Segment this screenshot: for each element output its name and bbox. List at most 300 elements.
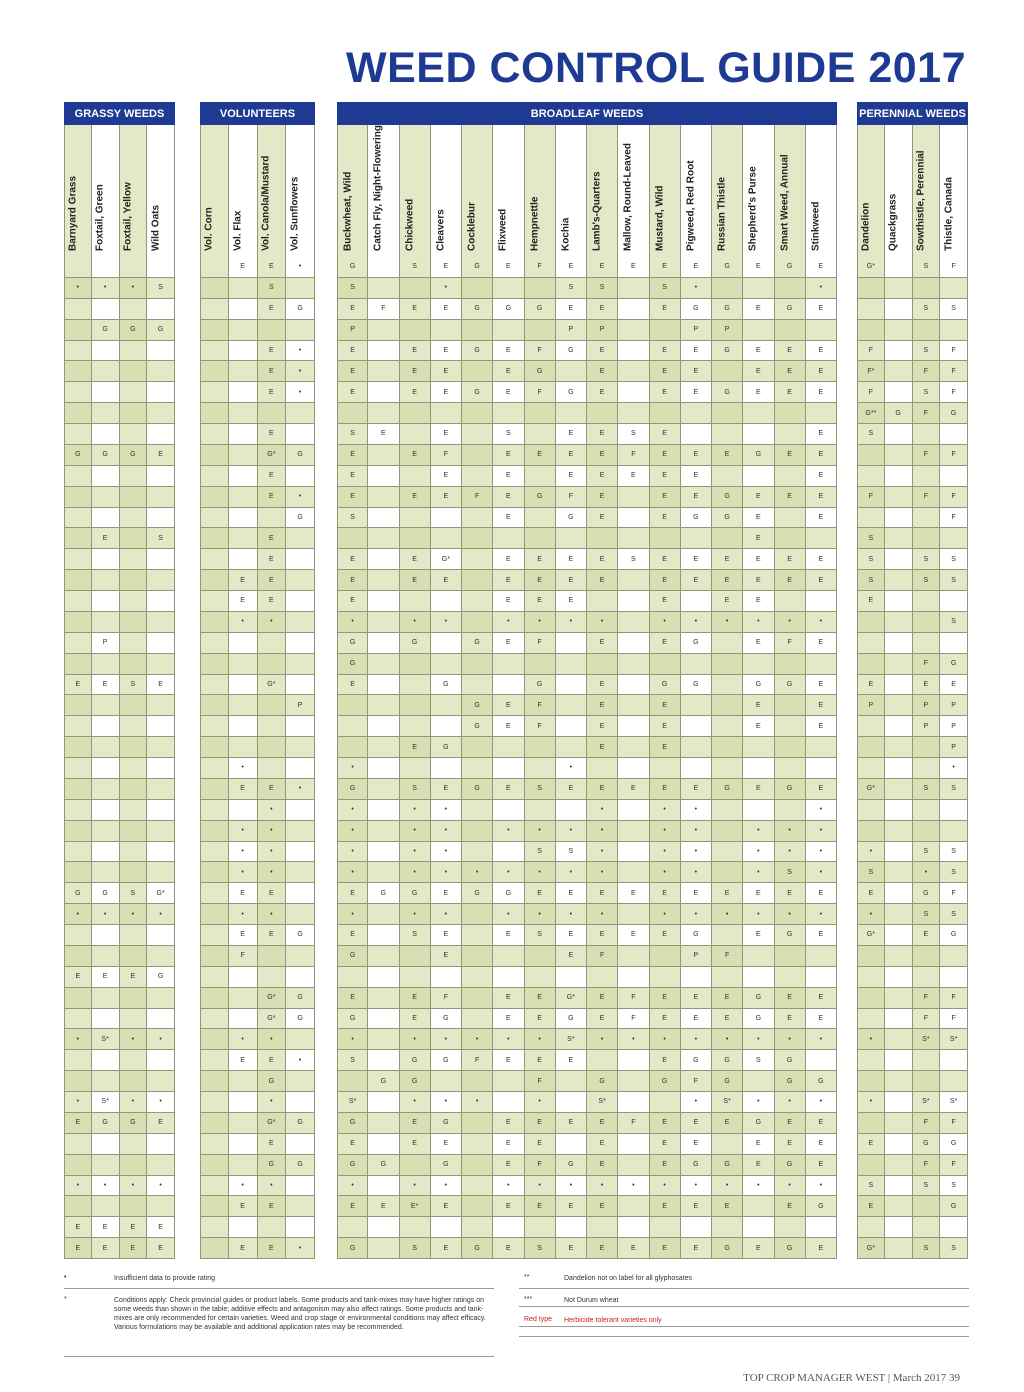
table-cell: G xyxy=(712,487,743,508)
table-cell xyxy=(650,320,681,341)
table-cell: E xyxy=(775,988,806,1009)
table-cell xyxy=(806,1050,837,1071)
table-cell: G xyxy=(337,654,368,675)
table-cell: E xyxy=(337,988,368,1009)
table-cell xyxy=(400,1217,431,1238)
table-cell xyxy=(64,737,92,758)
table-cell xyxy=(64,257,92,278)
table-cell xyxy=(286,1134,315,1155)
table-cell xyxy=(650,758,681,779)
table-cell xyxy=(885,883,913,904)
table-cell: E xyxy=(400,382,431,403)
table-cell xyxy=(286,466,315,487)
table-cell: • xyxy=(556,1176,587,1197)
table-cell: E xyxy=(712,1113,743,1134)
table-cell: E xyxy=(64,675,92,696)
table-cell xyxy=(229,988,258,1009)
table-cell xyxy=(885,278,913,299)
table-cell xyxy=(92,508,120,529)
table-cell xyxy=(885,320,913,341)
table-cell xyxy=(147,1134,175,1155)
table-cell xyxy=(120,946,148,967)
table-cell xyxy=(147,1155,175,1176)
table-cell xyxy=(286,1176,315,1197)
table-cell: E xyxy=(556,1113,587,1134)
table-cell: E xyxy=(806,633,837,654)
table-cell xyxy=(885,528,913,549)
table-cell: F xyxy=(775,633,806,654)
table-cell: E xyxy=(587,988,618,1009)
table-cell: • xyxy=(229,612,258,633)
table-cell xyxy=(400,528,431,549)
table-cell xyxy=(120,800,148,821)
table-cell xyxy=(857,716,885,737)
table-cell: S xyxy=(940,779,968,800)
table-cell: E xyxy=(650,508,681,529)
table-cell: • xyxy=(431,278,462,299)
table-cell xyxy=(258,716,287,737)
table-cell xyxy=(857,821,885,842)
table-cell xyxy=(64,779,92,800)
table-cell: • xyxy=(400,612,431,633)
table-cell xyxy=(368,737,399,758)
table-cell: E xyxy=(806,779,837,800)
table-cell xyxy=(431,320,462,341)
table-cell: G xyxy=(681,675,712,696)
table-cell: • xyxy=(525,862,556,883)
table-cell xyxy=(743,946,774,967)
table-cell xyxy=(64,633,92,654)
table-cell xyxy=(120,257,148,278)
table-cell: • xyxy=(337,612,368,633)
table-cell: • xyxy=(64,278,92,299)
table-cell xyxy=(743,967,774,988)
table-cell xyxy=(775,654,806,675)
table-row xyxy=(0,1029,1024,1050)
table-cell xyxy=(286,549,315,570)
table-cell: S xyxy=(147,278,175,299)
table-cell xyxy=(462,1071,493,1092)
table-cell: E xyxy=(258,1134,287,1155)
table-cell xyxy=(885,424,913,445)
table-cell: F xyxy=(618,988,649,1009)
table-cell: E xyxy=(806,341,837,362)
legend-symbol: *** xyxy=(524,1296,533,1303)
table-cell xyxy=(618,278,649,299)
table-cell xyxy=(462,925,493,946)
table-cell xyxy=(618,508,649,529)
column-label: Sowthistle, Perennial xyxy=(915,150,927,251)
table-cell: E xyxy=(650,466,681,487)
table-cell: • xyxy=(775,1029,806,1050)
table-cell: • xyxy=(681,1176,712,1197)
table-cell: • xyxy=(337,842,368,863)
table-cell xyxy=(857,1009,885,1030)
table-cell: S xyxy=(913,842,941,863)
table-cell: E xyxy=(493,1196,524,1217)
table-cell xyxy=(200,821,229,842)
table-cell xyxy=(885,466,913,487)
table-cell: E xyxy=(556,445,587,466)
table-cell: E xyxy=(681,361,712,382)
table-cell: E xyxy=(337,1196,368,1217)
table-cell xyxy=(120,842,148,863)
table-cell xyxy=(525,278,556,299)
column-header xyxy=(712,125,743,257)
column-label: Lamb's-Quarters xyxy=(591,171,603,251)
table-cell xyxy=(120,1050,148,1071)
table-cell: • xyxy=(525,612,556,633)
table-cell: • xyxy=(431,862,462,883)
table-cell: • xyxy=(806,1029,837,1050)
table-cell: E xyxy=(431,341,462,362)
table-cell: E xyxy=(587,382,618,403)
table-cell xyxy=(743,758,774,779)
table-cell xyxy=(200,758,229,779)
table-cell: G* xyxy=(258,1009,287,1030)
table-cell: E xyxy=(743,883,774,904)
table-cell: F xyxy=(857,341,885,362)
table-cell xyxy=(200,800,229,821)
table-cell xyxy=(431,1217,462,1238)
table-cell xyxy=(913,1050,941,1071)
table-cell xyxy=(556,737,587,758)
table-cell xyxy=(92,591,120,612)
table-cell xyxy=(431,695,462,716)
table-cell: E xyxy=(775,382,806,403)
table-cell xyxy=(650,1092,681,1113)
table-cell xyxy=(681,528,712,549)
table-cell xyxy=(681,591,712,612)
table-cell xyxy=(493,737,524,758)
table-cell: E xyxy=(556,549,587,570)
table-cell: E xyxy=(431,1134,462,1155)
table-cell: S xyxy=(913,570,941,591)
table-cell: • xyxy=(286,382,315,403)
table-cell xyxy=(229,320,258,341)
table-cell xyxy=(64,1155,92,1176)
group-header: VOLUNTEERS xyxy=(200,102,315,125)
table-cell: E xyxy=(587,487,618,508)
table-row xyxy=(0,424,1024,445)
table-cell xyxy=(857,1155,885,1176)
table-cell: S* xyxy=(587,1092,618,1113)
table-cell: S xyxy=(337,1050,368,1071)
table-cell xyxy=(857,320,885,341)
table-cell xyxy=(493,320,524,341)
column-header xyxy=(431,125,462,257)
table-cell: E xyxy=(258,382,287,403)
table-cell: • xyxy=(337,904,368,925)
table-cell xyxy=(940,1071,968,1092)
table-cell: E xyxy=(64,967,92,988)
table-cell xyxy=(64,528,92,549)
table-cell: G xyxy=(431,1050,462,1071)
table-cell xyxy=(743,466,774,487)
table-cell xyxy=(806,967,837,988)
table-cell: G* xyxy=(857,779,885,800)
table-cell: E xyxy=(712,988,743,1009)
table-cell xyxy=(462,1134,493,1155)
table-cell xyxy=(400,424,431,445)
table-cell xyxy=(681,737,712,758)
table-cell xyxy=(712,800,743,821)
table-row xyxy=(0,925,1024,946)
table-cell xyxy=(857,466,885,487)
table-cell xyxy=(64,695,92,716)
table-cell: G xyxy=(64,445,92,466)
table-cell xyxy=(587,528,618,549)
column-label: Hempnettle xyxy=(529,196,541,251)
table-cell: E xyxy=(587,925,618,946)
table-cell xyxy=(885,946,913,967)
table-cell xyxy=(743,654,774,675)
table-cell: G xyxy=(743,675,774,696)
table-cell xyxy=(618,716,649,737)
legend-symbol: * xyxy=(64,1296,67,1303)
table-cell xyxy=(229,487,258,508)
table-cell: P xyxy=(712,320,743,341)
column-label: Mustard, Wild xyxy=(654,185,666,251)
table-cell: • xyxy=(806,1176,837,1197)
table-cell: E xyxy=(681,1113,712,1134)
table-cell xyxy=(650,403,681,424)
table-cell xyxy=(462,445,493,466)
table-cell: G xyxy=(431,1155,462,1176)
table-cell xyxy=(64,821,92,842)
table-cell: • xyxy=(681,1092,712,1113)
table-cell: E xyxy=(493,1134,524,1155)
column-label: Chickweed xyxy=(404,198,416,251)
table-cell: G xyxy=(681,633,712,654)
table-cell: E xyxy=(743,508,774,529)
table-row xyxy=(0,654,1024,675)
table-cell xyxy=(400,278,431,299)
table-cell xyxy=(885,904,913,925)
table-cell xyxy=(229,382,258,403)
table-cell xyxy=(147,821,175,842)
table-cell: G xyxy=(400,1071,431,1092)
table-cell: G* xyxy=(431,549,462,570)
table-row xyxy=(0,862,1024,883)
table-cell: E xyxy=(493,925,524,946)
table-cell: E xyxy=(92,675,120,696)
table-cell: G xyxy=(92,883,120,904)
table-cell xyxy=(618,967,649,988)
table-cell xyxy=(368,257,399,278)
table-cell: F xyxy=(913,403,941,424)
table-cell xyxy=(229,403,258,424)
table-cell xyxy=(940,633,968,654)
table-cell: • xyxy=(337,1176,368,1197)
table-cell xyxy=(64,612,92,633)
table-cell: E xyxy=(857,675,885,696)
table-cell xyxy=(885,716,913,737)
table-cell: S xyxy=(525,842,556,863)
table-cell: G xyxy=(743,445,774,466)
column-header xyxy=(258,125,287,257)
table-cell: • xyxy=(681,1029,712,1050)
table-cell xyxy=(92,403,120,424)
table-cell: • xyxy=(775,904,806,925)
table-row xyxy=(0,716,1024,737)
table-cell: • xyxy=(400,1176,431,1197)
table-cell: F xyxy=(940,1009,968,1030)
table-cell xyxy=(857,633,885,654)
table-cell: F xyxy=(940,487,968,508)
table-cell: G xyxy=(462,695,493,716)
table-cell xyxy=(64,925,92,946)
table-cell xyxy=(120,1071,148,1092)
legend-text: Not Durum wheat xyxy=(564,1297,619,1304)
table-cell: S xyxy=(337,508,368,529)
table-cell xyxy=(258,654,287,675)
table-cell: • xyxy=(400,821,431,842)
table-cell xyxy=(200,361,229,382)
table-cell: G xyxy=(556,508,587,529)
table-cell: G xyxy=(885,403,913,424)
table-cell: E xyxy=(618,883,649,904)
table-cell xyxy=(147,716,175,737)
table-cell: E xyxy=(431,466,462,487)
table-cell xyxy=(368,1217,399,1238)
table-cell: G xyxy=(525,299,556,320)
table-cell: F xyxy=(525,633,556,654)
table-cell xyxy=(147,1196,175,1217)
table-cell: G xyxy=(286,988,315,1009)
table-cell xyxy=(493,1092,524,1113)
table-cell: G xyxy=(775,779,806,800)
table-cell: S xyxy=(857,549,885,570)
table-cell: • xyxy=(556,758,587,779)
table-cell: E xyxy=(92,528,120,549)
table-cell: S* xyxy=(712,1092,743,1113)
table-cell: G xyxy=(337,1009,368,1030)
table-cell: E xyxy=(587,257,618,278)
table-cell xyxy=(913,800,941,821)
table-cell xyxy=(286,904,315,925)
table-cell xyxy=(258,737,287,758)
table-cell xyxy=(400,403,431,424)
table-cell: F xyxy=(940,341,968,362)
table-cell xyxy=(587,1217,618,1238)
table-cell xyxy=(681,403,712,424)
table-cell xyxy=(885,361,913,382)
column-header xyxy=(493,125,524,257)
table-cell xyxy=(431,1071,462,1092)
table-cell: E xyxy=(650,883,681,904)
table-cell: E xyxy=(650,341,681,362)
table-cell: E xyxy=(400,549,431,570)
table-cell xyxy=(493,278,524,299)
table-cell: F xyxy=(913,654,941,675)
table-cell: E xyxy=(587,883,618,904)
table-cell xyxy=(885,549,913,570)
table-cell xyxy=(743,1071,774,1092)
table-cell: • xyxy=(556,904,587,925)
table-cell xyxy=(431,633,462,654)
table-cell: E xyxy=(650,591,681,612)
table-cell: • xyxy=(493,612,524,633)
table-cell: E xyxy=(556,1050,587,1071)
column-label: Flixweed xyxy=(497,208,509,251)
table-cell xyxy=(913,1196,941,1217)
table-row xyxy=(0,883,1024,904)
table-cell: G xyxy=(556,1155,587,1176)
table-cell xyxy=(120,549,148,570)
table-cell xyxy=(743,320,774,341)
table-cell: F xyxy=(940,382,968,403)
table-cell: E xyxy=(618,779,649,800)
table-cell: E xyxy=(587,675,618,696)
table-cell xyxy=(368,758,399,779)
table-cell: E xyxy=(650,1196,681,1217)
table-cell xyxy=(681,1217,712,1238)
table-cell: F xyxy=(618,1113,649,1134)
column-label: Vol. Flax xyxy=(232,210,244,251)
table-cell: E xyxy=(556,883,587,904)
table-cell: S xyxy=(913,1238,941,1259)
table-cell: E xyxy=(258,487,287,508)
table-cell xyxy=(92,758,120,779)
table-cell xyxy=(618,1155,649,1176)
table-cell: • xyxy=(650,1176,681,1197)
table-cell xyxy=(940,320,968,341)
table-cell xyxy=(200,967,229,988)
table-cell xyxy=(147,549,175,570)
table-cell: E xyxy=(400,1009,431,1030)
table-cell xyxy=(120,654,148,675)
table-cell: E xyxy=(431,361,462,382)
table-cell xyxy=(857,445,885,466)
table-cell: E xyxy=(681,549,712,570)
table-cell: E xyxy=(587,466,618,487)
table-cell xyxy=(806,946,837,967)
table-cell: E xyxy=(400,1113,431,1134)
table-cell: E xyxy=(229,570,258,591)
table-row xyxy=(0,1155,1024,1176)
table-cell: E xyxy=(650,1050,681,1071)
table-cell: G xyxy=(775,257,806,278)
table-cell xyxy=(120,988,148,1009)
table-row xyxy=(0,800,1024,821)
table-cell xyxy=(681,716,712,737)
table-cell: F xyxy=(913,988,941,1009)
table-cell: G xyxy=(400,633,431,654)
table-cell: • xyxy=(650,904,681,925)
table-cell: E xyxy=(147,1113,175,1134)
table-cell: F xyxy=(681,1071,712,1092)
table-cell xyxy=(337,716,368,737)
table-cell xyxy=(587,1050,618,1071)
table-cell xyxy=(229,1113,258,1134)
table-cell: • xyxy=(806,821,837,842)
table-cell: P xyxy=(556,320,587,341)
table-cell xyxy=(64,654,92,675)
table-cell xyxy=(400,967,431,988)
table-cell: • xyxy=(120,904,148,925)
table-cell: E xyxy=(775,1134,806,1155)
table-cell xyxy=(147,988,175,1009)
table-cell: E xyxy=(743,570,774,591)
table-cell: • xyxy=(743,904,774,925)
column-label: Stinkweed xyxy=(810,201,822,251)
table-cell xyxy=(64,1050,92,1071)
table-cell: • xyxy=(92,1176,120,1197)
table-cell: E xyxy=(493,549,524,570)
table-cell: • xyxy=(587,821,618,842)
table-cell xyxy=(120,528,148,549)
